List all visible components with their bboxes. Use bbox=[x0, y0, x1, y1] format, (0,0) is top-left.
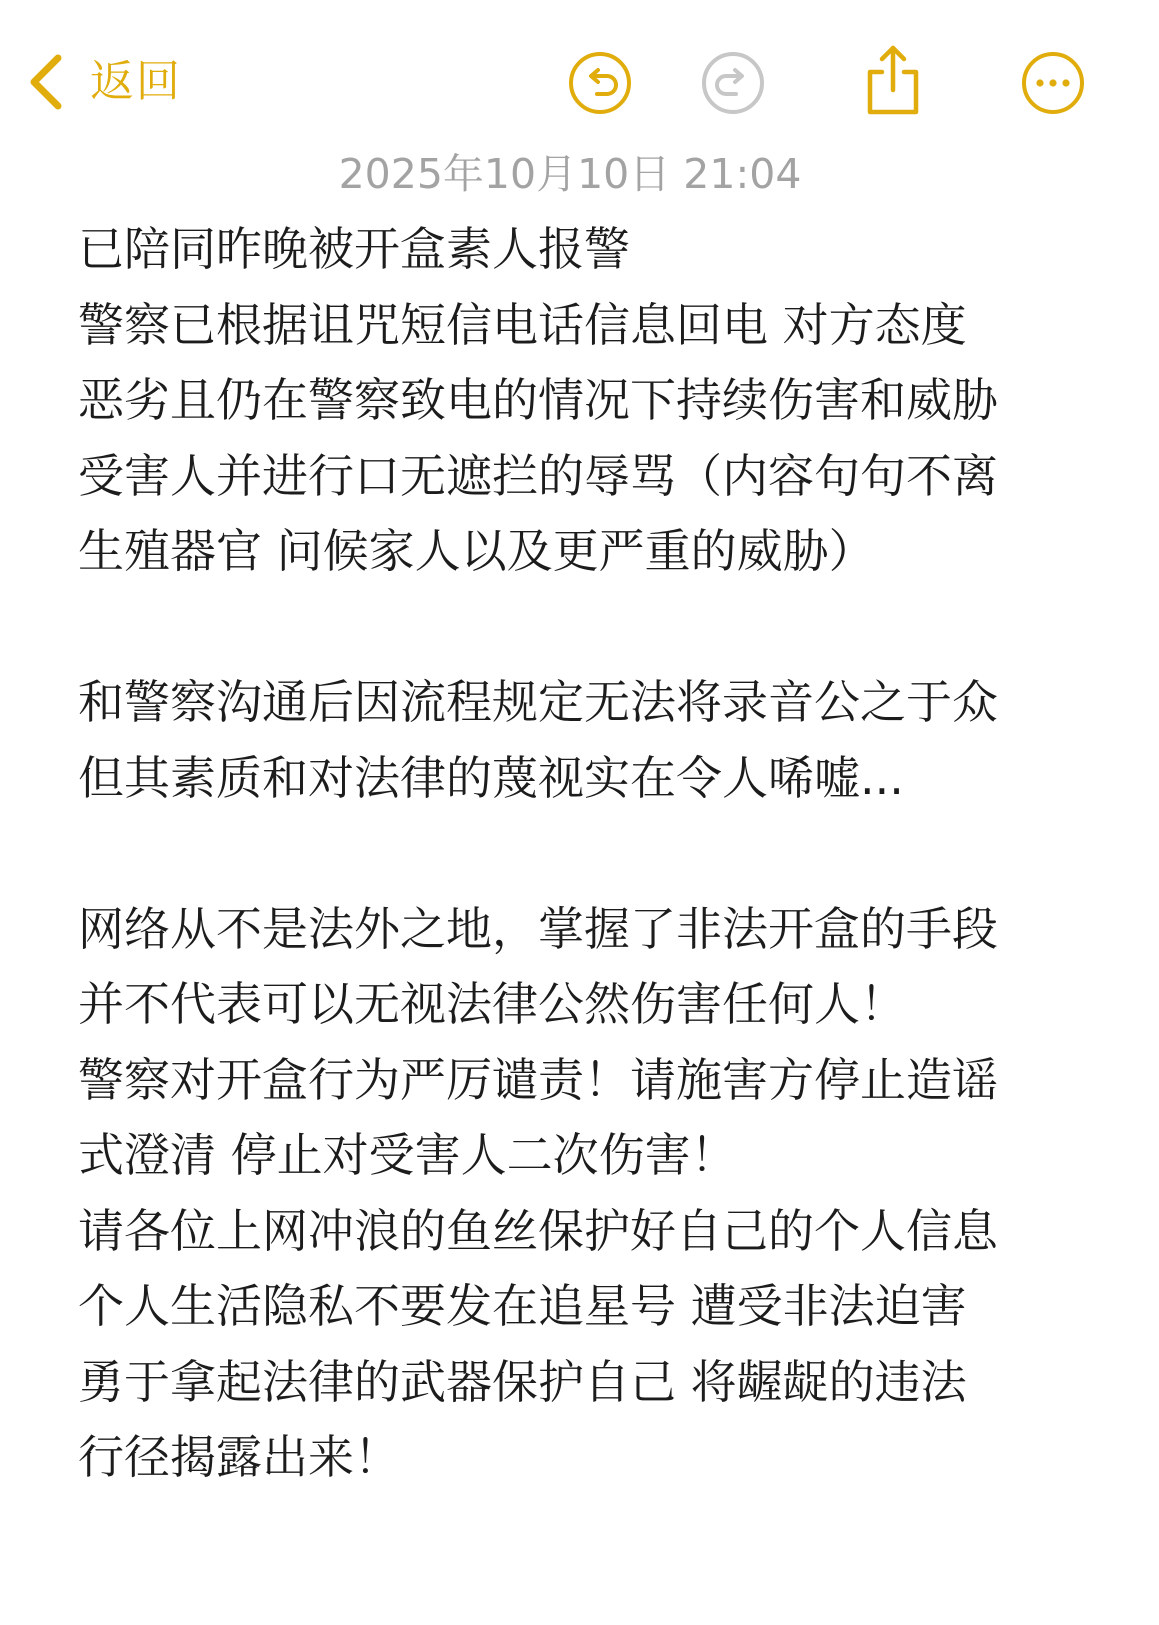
share-icon bbox=[860, 44, 926, 116]
note-line: 警察对开盒行为严厉谴责！请施害方停止造谣 bbox=[78, 1052, 998, 1107]
note-line: 恶劣且仍在警察致电的情况下持续伤害和威胁 bbox=[78, 373, 998, 427]
note-line: 并不代表可以无视法律公然伤害任何人！ bbox=[78, 977, 906, 1031]
note-line: 受害人并进行口无遮拦的辱骂（内容句句不离 bbox=[78, 448, 998, 503]
back-button[interactable] bbox=[26, 50, 182, 114]
redo-icon bbox=[700, 50, 766, 116]
notes-toolbar bbox=[0, 0, 1159, 150]
note-line: 已陪同昨晚被开盒素人报警 bbox=[78, 222, 630, 276]
note-line: 但其素质和对法律的蔑视实在令人唏嘘... bbox=[78, 750, 904, 805]
note-body[interactable] bbox=[78, 212, 1078, 1496]
more-button[interactable] bbox=[1020, 50, 1086, 116]
undo-icon bbox=[567, 50, 633, 116]
share-button[interactable] bbox=[860, 44, 926, 110]
note-line: 式澄清 停止对受害人二次伤害！ bbox=[78, 1128, 737, 1182]
redo-button[interactable] bbox=[700, 50, 766, 116]
note-line: 生殖器官 问候家人以及更严重的威胁） bbox=[78, 524, 875, 578]
back-label: 返回 bbox=[90, 56, 182, 107]
note-line-blank bbox=[78, 816, 1078, 892]
undo-button[interactable] bbox=[567, 50, 633, 116]
note-line: 个人生活隐私不要发在追星号 遭受非法迫害 bbox=[78, 1279, 967, 1333]
ellipsis-circle-icon bbox=[1020, 50, 1086, 116]
note-line: 和警察沟通后因流程规定无法将录音公之于众 bbox=[78, 675, 998, 729]
chevron-left-icon bbox=[26, 50, 66, 114]
note-line-blank bbox=[78, 590, 1078, 666]
note-date: 2025年10月10日 21:04 bbox=[338, 150, 802, 198]
note-line: 行径揭露出来！ bbox=[78, 1430, 400, 1484]
note-line: 警察已根据诅咒短信电话信息回电 对方态度 bbox=[78, 297, 967, 352]
note-line: 请各位上网冲浪的鱼丝保护好自己的个人信息 bbox=[78, 1203, 998, 1258]
note-line: 网络从不是法外之地，掌握了非法开盒的手段 bbox=[78, 901, 998, 956]
note-line: 勇于拿起法律的武器保护自己 将龌龊的违法 bbox=[78, 1354, 967, 1409]
